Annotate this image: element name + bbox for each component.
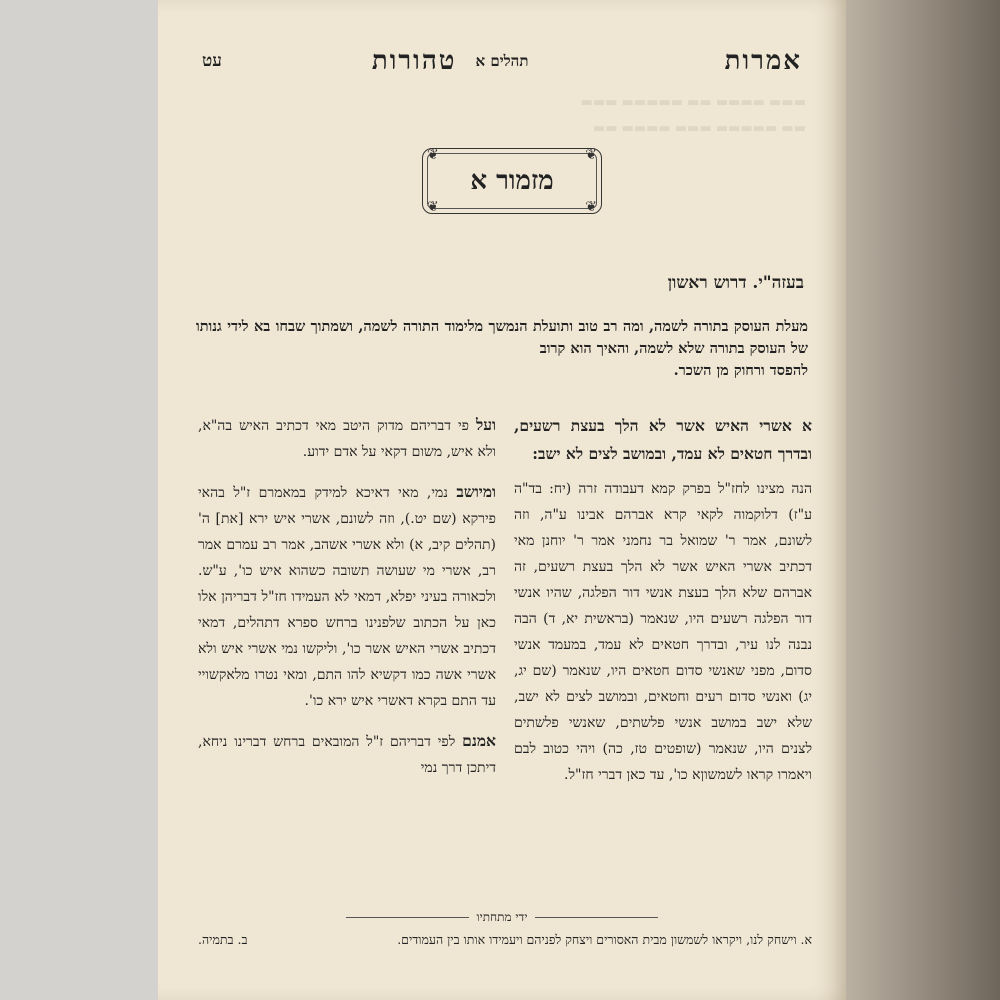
commentary-paragraph xyxy=(198,728,496,781)
header-left-word: טהורות xyxy=(371,46,457,76)
page-number: עט xyxy=(202,51,222,71)
lead-word: ועל xyxy=(476,415,496,434)
commentary-paragraph: הנה מצינו לחז"ל בפרק קמא דעבודה זרה (יח: בד"ה ע"ז) דלוקמוה לקאי קרא אברהם אבינו ע"ה, וזה לשונם, אמר ר' שמואל בר נחמני אמר ר' יוחנן מאי דכתיב אשרי האיש אשר לא הלך בעצת רשעים, זה אברהם שלא הלך בעצת אנשי דור הפלגה, שהיו אנשי דור הפלגה רשעים היו, שנאמר (בראשית יא, ד) הבה נבנה לנו עיר, ובדרך חטאים לא עמד, במעמד אנשי סדום, מפני שאנשי סדום חטאים היו, שנאמר (שם יג, יג) ואנשי סדום רעים וחטאים, ובמושב לצים לא ישב, שלא ישב במושב אנשי פלשתים, שאנשי פלשתים לצנים היו, שנאמר (שופטים טז, כה) ויהי כטוב לבם ויאמרו קראו לשמשוןא כו', עד כאן דברי חז"ל. xyxy=(514,481,812,783)
ornament-icon: ❦ xyxy=(585,199,597,215)
psalm-title-frame xyxy=(422,148,602,214)
ornament-icon: ❦ xyxy=(427,147,439,163)
lead-word: ומיושב xyxy=(456,482,497,501)
paragraph-text: פי דבריהם מדוק היטב מאי דכתיב האיש בה"א, ולא איש, משום דקאי על אדם ידוע. xyxy=(198,418,496,460)
commentary-paragraph xyxy=(198,412,496,465)
intro-paragraph xyxy=(196,316,808,382)
header-right-word: אמרות xyxy=(724,46,802,76)
bleed-through-text: ▬▬▬ ▬▬▬▬ ▬▬ ▬▬▬▬▬ ▬▬▬ ▬▬ ▬▬▬▬▬ ▬▬▬ ▬▬▬▬ ▬▬ xyxy=(580,95,806,136)
psalm-title: מזמור א xyxy=(470,166,554,196)
commentary-paragraph xyxy=(198,479,496,714)
divider-text: ידי מתחתיו xyxy=(476,909,528,924)
intro-text: מעלת העוסק בתורה לשמה, ומה רב טוב ותועלת הנמשך מלימוד התורה לשמה, ושמתוך שבחו בא לידי גנותו של העוסק בתורה שלא לשמה, והאיך הוא קרוב xyxy=(196,318,808,357)
intro-last-line: להפסד ורחוק מן השכר. xyxy=(673,362,808,379)
derush-heading: בעזה"י. דרוש ראשון xyxy=(667,273,804,293)
background-left xyxy=(0,0,165,1000)
lead-word: אמנם xyxy=(462,731,496,750)
running-head xyxy=(202,44,802,78)
footnote-b: ב. בתמיה. xyxy=(198,932,248,947)
right-column xyxy=(514,412,812,802)
background-right-shadow xyxy=(840,0,1000,1000)
left-column xyxy=(198,412,496,795)
footnote-a: א. וישחק לנו, ויקראו לשמשון מבית האסורים ויצחק לפניהם ויעמידו אותו בין העמודים. xyxy=(397,932,812,947)
footnote-divider xyxy=(338,910,666,924)
ornament-icon: ❦ xyxy=(427,199,439,215)
ornament-icon: ❦ xyxy=(585,147,597,163)
paragraph-text: נמי, מאי דאיכא למידק במאמרם ז"ל בהאי פירקא (שם יט.), וזה לשונם, אשרי איש ירא [את] ה' (תהלים קיב, א) ולא אשרי אשהב, אמר רב עמרם אמר רב, אשרי מי שעושה תשובה כשהוא איש כו', ע"ש. ולכאורה בעיני יפלא, דמאי לא העמידו חז"ל דבריהן אלו כאן על הכתוב שלפנינו ברחש ספרא דתהלים, דמאי דכתיב אשרי האיש אשר כו', וליקשו נמי אשרי איש ולא אשרי אשה כמו דקשיא להו התם, ומאי נטרו מלאקשויי עד התם בקרא דאשרי איש ירא כו'. xyxy=(198,485,496,709)
paragraph-text: לפי דבריהם ז"ל המובאים ברחש דברינו ניחא, דיתכן דרך נמי xyxy=(198,734,496,776)
header-center: תהלים א xyxy=(475,51,529,70)
footnotes xyxy=(198,932,812,948)
verse-text: א אשרי האיש אשר לא הלך בעצת רשעים, ובדרך חטאים לא עמד, ובמושב לצים לא ישב: xyxy=(514,416,812,463)
book-page xyxy=(158,0,846,1000)
